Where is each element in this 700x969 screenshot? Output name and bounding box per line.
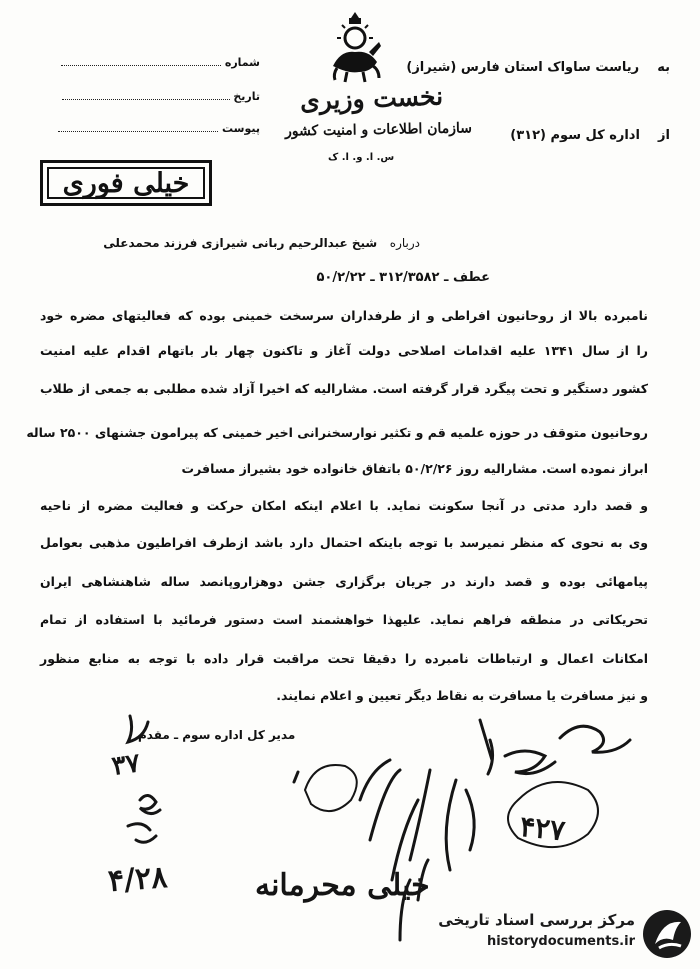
body-line: تحریکاتی در منطقه فراهم نماید. علیهذا خواهشمند است دستور فرمائید با استفاده از تمام xyxy=(40,612,648,627)
handwritten-date: ۴/۲۸ xyxy=(106,859,169,900)
subject: شیخ عبدالرحیم ربانی شیرازی فرزند محمدعلی xyxy=(103,236,378,250)
to-prefix: به xyxy=(657,60,670,75)
body-line: را از سال ۱۳۴۱ علیه اقدامات اصلاحی دولت آغاز و تاکنون چهار بار باتهام اقدام علیه امنیت xyxy=(40,343,648,358)
watermark-url: historydocuments.ir xyxy=(486,934,635,949)
body-line: و نیز مسافرت یا مسافرت به نقاط دیگر تعیین و اعلام نمایند. xyxy=(276,688,648,703)
body-line: نامبرده بالا از روحانیون افراطی و از طرفداران سرسخت خمینی بوده که فعالیتهای مضره خود xyxy=(40,308,648,323)
date-label: تاریخ xyxy=(233,90,260,103)
handwritten-note-left: ۳۷ xyxy=(110,748,142,782)
reference-line: عطف ـ ۳۱۲/۳۵۸۲ ـ ۵۰/۲/۲۲ xyxy=(316,270,490,285)
number-label: شماره xyxy=(224,56,260,69)
body-line: روحانیون متوقف در حوزه علمیه قم و تکثیر نوارسخنرانی اخیر خمینی که پیرامون جشنهای ۲۵۰۰ ساله xyxy=(26,425,648,440)
from-prefix: از xyxy=(658,128,670,143)
archive-logo-icon xyxy=(641,908,693,960)
watermark-title: مرکز بررسی اسناد تاریخی xyxy=(438,911,635,929)
body-line: امکانات اعمال و ارتباطات نامبرده را دقیقا تحت مراقبت قرار داده با توجه به منابع منظور xyxy=(40,651,648,666)
signature-title: مدیر کل اداره سوم ـ مقدم xyxy=(138,728,296,742)
urgent-stamp-text: خیلی فوری xyxy=(47,167,205,199)
ministry-title: نخست وزیری xyxy=(299,81,444,116)
sender: اداره کل سوم (۳۱۲) xyxy=(510,128,640,143)
body-line: و قصد دارد مدتی در آنجا سکونت نماید. با اعلام اینکه امکان حرکت و فعالیت مضره از ناحیه xyxy=(40,498,648,513)
body-line: پیامهائی بوده و قصد دارند در جریان برگزاری جشن دوهزاروپانصد ساله شاهنشاهی ایران xyxy=(40,574,648,589)
attachment-label: پیوست xyxy=(222,122,260,135)
body-line: وی به نحوی که منظر نمیرسد با توجه باینکه احتمال دارد باشد ازطرف افراطیون مذهبی بعوامل xyxy=(40,535,648,550)
organization-abbrev: س. ا. و. ا. ک xyxy=(328,152,395,163)
body-line: ابراز نموده است. مشارالیه روز ۵۰/۲/۲۶ باتفاق خانواده خود بشیراز مسافرت xyxy=(181,461,648,476)
handwritten-note-right: ۴۲۷ xyxy=(518,809,567,848)
body-line: کشور دستگیر و تحت پیگرد قرار گرفته است. مشارالیه که اخیرا آزاد شده مطلبی به جمعی از طلاب xyxy=(40,381,648,396)
recipient: ریاست ساواک استان فارس (شیراز) xyxy=(406,60,640,75)
organization-name: سازمان اطلاعات و امنیت کشور xyxy=(284,120,473,140)
watermark xyxy=(412,906,697,962)
subject-label: درباره xyxy=(389,236,420,250)
handwritten-classification: خیلی محرمانه xyxy=(255,868,430,903)
